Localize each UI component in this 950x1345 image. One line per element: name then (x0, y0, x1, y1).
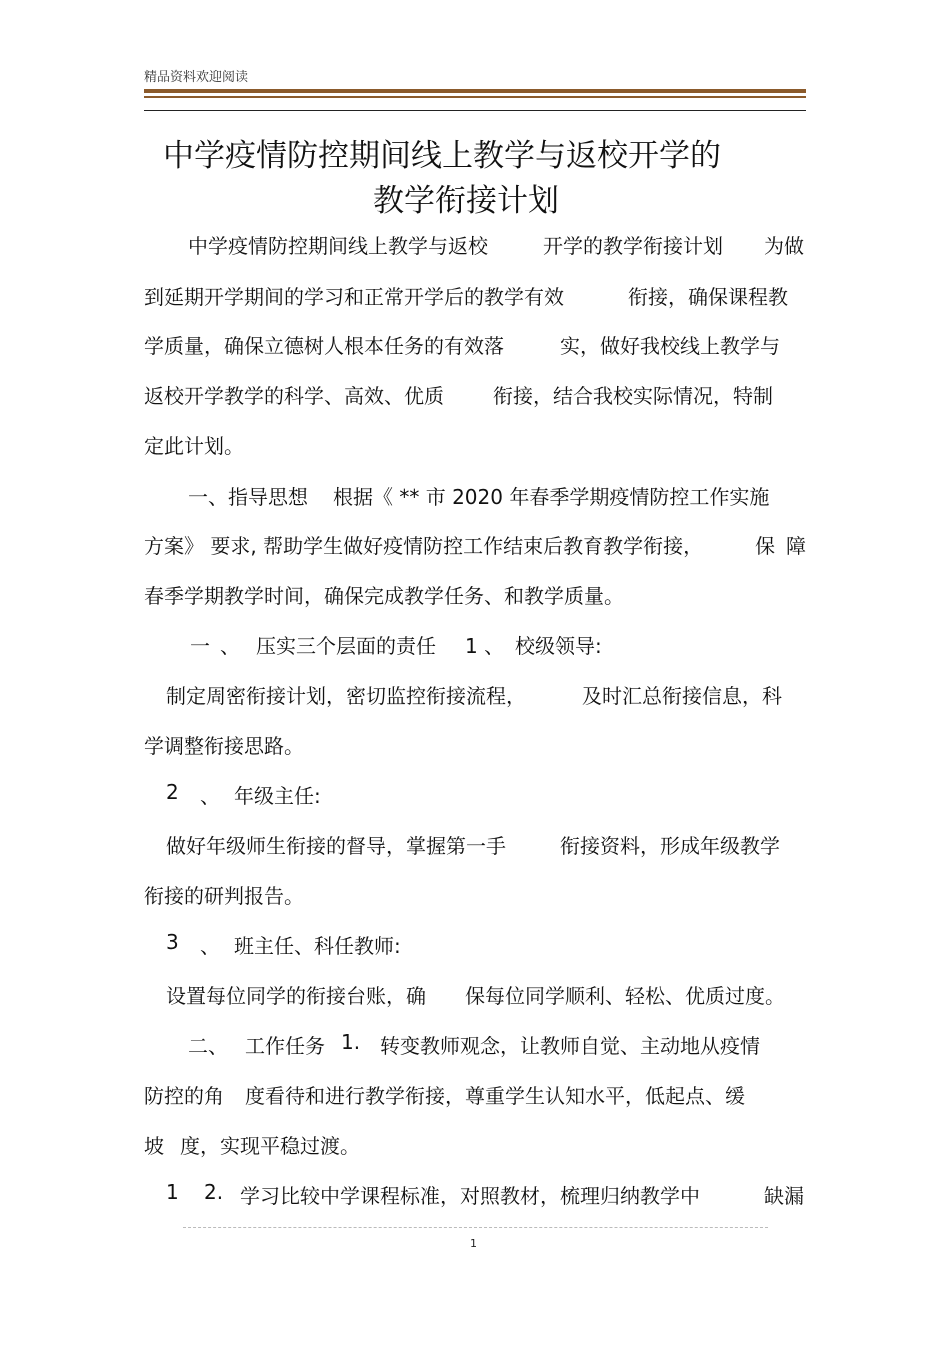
text-segment: 2 (166, 780, 179, 804)
text-segment: 压实三个层面的责任 (256, 634, 436, 658)
text-segment: 1 、 (465, 634, 505, 658)
text-segment: 1. (341, 1030, 361, 1054)
text-segment: 学质量，确保立德树人根本任务的有效落 (144, 334, 504, 358)
text-segment: 开学的教学衔接计划 (543, 234, 723, 258)
text-segment: 方案》 要求, 帮助学生做好疫情防控工作结束后教育教学衔接， (144, 534, 704, 558)
text-segment: 衔接资料，形成年级教学 (560, 834, 780, 858)
text-segment: 学习比较中学课程标准，对照教材，梳理归纳教学中 (240, 1184, 700, 1208)
text-segment: 、 (220, 634, 240, 658)
page-number: 1 (470, 1237, 477, 1250)
text-segment: 为做 (764, 234, 804, 258)
text-segment: 制定周密衔接计划，密切监控衔接流程， (166, 684, 526, 708)
text-segment: 实，做好我校线上教学与 (560, 334, 780, 358)
text-segment: 春季学期教学时间，确保完成教学任务、和教学质量。 (144, 584, 624, 608)
text-segment: 衔接的研判报告。 (144, 884, 304, 908)
text-segment: 返校开学教学的科学、高效、优质 (144, 384, 444, 408)
text-segment: 衔接，结合我校实际情况，特制 (493, 384, 773, 408)
header-rule-thick (144, 89, 806, 93)
header-rule-dark (144, 110, 806, 111)
text-segment: 度看待和进行教学衔接，尊重学生认知水平，低起点、缓 (245, 1084, 745, 1108)
text-segment: 做好年级师生衔接的督导，掌握第一手 (166, 834, 506, 858)
text-segment: 中学疫情防控期间线上教学与返校 (188, 234, 488, 258)
text-segment: 、 (200, 784, 220, 808)
text-segment: 到延期开学期间的学习和正常开学后的教学有效 (144, 285, 564, 309)
document-title-line-1: 中学疫情防控期间线上教学与返校开学的 (163, 138, 721, 174)
document-title-line-2: 教学衔接计划 (373, 183, 559, 219)
footer-rule (183, 1227, 768, 1228)
text-segment: 校级领导: (515, 634, 602, 658)
text-segment: 、 (200, 934, 220, 958)
text-segment: 设置每位同学的衔接台账，确 (166, 984, 426, 1008)
text-segment: 坡 (144, 1134, 164, 1158)
text-segment: 二、 (188, 1034, 228, 1058)
text-segment: 保每位同学顺利、轻松、优质过度。 (465, 984, 785, 1008)
text-segment: 班主任、科任教师: (234, 934, 401, 958)
text-segment: 定此计划。 (144, 434, 244, 458)
text-segment: 3 (166, 930, 179, 954)
text-segment: 2. (204, 1180, 224, 1204)
text-segment: 障 (786, 534, 806, 558)
text-segment: 衔接，确保课程教 (628, 285, 788, 309)
text-segment: 缺漏 (764, 1184, 804, 1208)
text-segment: 学调整衔接思路。 (144, 734, 304, 758)
page-header-text: 精品资料欢迎阅读 (144, 70, 249, 85)
text-segment: 一 (190, 634, 210, 658)
text-segment: 防控的角 (144, 1084, 224, 1108)
text-segment: 工作任务 (245, 1034, 325, 1058)
text-segment: 转变教师观念，让教师自觉、主动地从疫情 (380, 1034, 760, 1058)
text-segment: 年级主任: (234, 784, 321, 808)
text-segment: 及时汇总衔接信息，科 (582, 684, 782, 708)
text-segment: 保 (755, 534, 775, 558)
text-segment: 根据《 ** 市 2020 年春季学期疫情防控工作实施 (333, 485, 770, 509)
text-segment: 1 (166, 1180, 179, 1204)
text-segment: 度，实现平稳过渡。 (180, 1134, 360, 1158)
header-rule-thin (144, 96, 806, 98)
text-segment: 一、指导思想 (188, 485, 308, 509)
